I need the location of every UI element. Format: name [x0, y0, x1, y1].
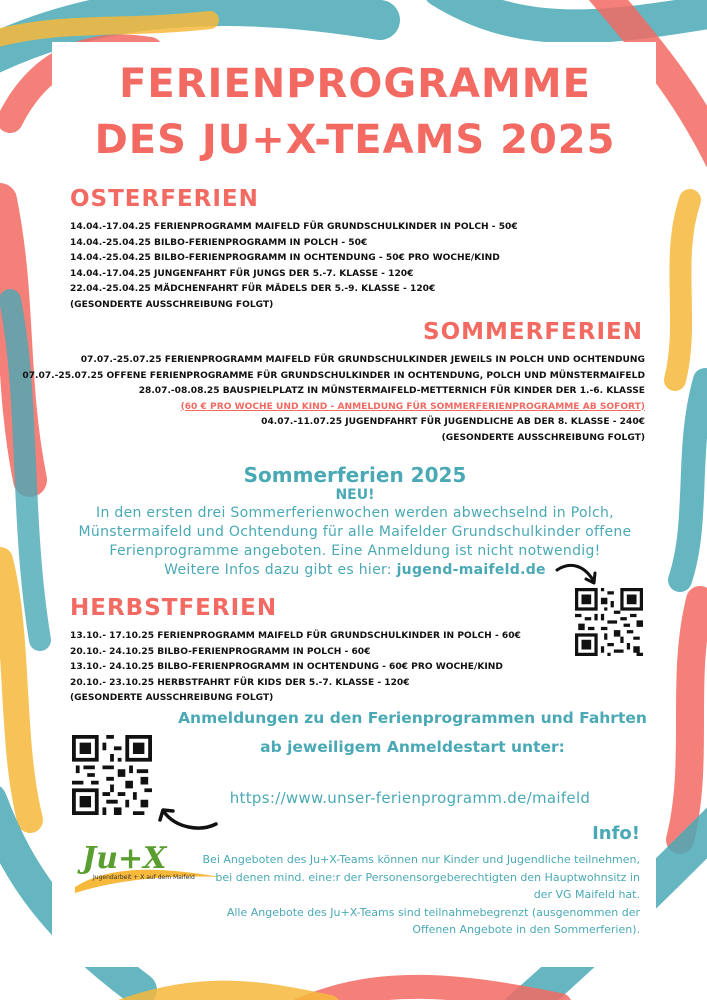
list-item: 04.07.-11.07.25 JUGENDFAHRT FÜR JUGENDLICHE AB DER 8. KLASSE - 240€ — [261, 417, 645, 427]
list-item: 14.04.-17.04.25 FERIENPROGRAMM MAIFELD FÜR GRUNDSCHULKINDER IN POLCH - 50€ — [70, 222, 518, 232]
list-item: 13.10.- 17.10.25 FERIENPROGRAMM MAIFELD FÜR GRUNDSCHULKINDER IN POLCH - 60€ — [70, 631, 521, 641]
jux-logo — [70, 835, 220, 895]
anmeldung-line2: ab jeweiligem Anmeldestart unter: — [260, 738, 565, 756]
osterferien-heading: OSTERFERIEN — [70, 186, 259, 212]
sommer2025-neu: NEU! — [335, 487, 375, 503]
page-title-line2: DES JU+X-TEAMS 2025 — [94, 117, 616, 163]
qr-code-ferienprogramm[interactable] — [72, 735, 152, 815]
list-item: 14.04.-17.04.25 JUNGENFAHRT FÜR JUNGS DER 5.-7. KLASSE - 120€ — [70, 268, 414, 279]
herbstferien-heading: HERBSTFERIEN — [70, 595, 278, 621]
sommerferien-list — [22, 353, 645, 446]
curved-arrow-icon — [553, 560, 603, 590]
list-item: 20.10.- 23.10.25 HERBSTFAHRT FÜR KIDS DER 5.-7. KLASSE - 120€ — [70, 677, 410, 688]
info-text-2: Alle Angebote des Ju+X-Teams sind teilnahmebegrenzt (ausgenommen der Offenen Angebote in den Sommerferien). — [226, 905, 640, 936]
sommer2025-heading: Sommerferien 2025 — [243, 463, 467, 487]
list-item: 20.10.- 24.10.25 BILBO-FERIENPROGRAMM IN POLCH - 60€ — [70, 646, 371, 657]
list-item: 28.07.-08.08.25 BAUSPIELPLATZ IN MÜNSTERMAIFELD-METTERNICH FÜR KINDER DER 1.-6. KLASSE — [138, 386, 645, 396]
sommer2025-description: In den ersten drei Sommerferienwochen werden abwechselnd in Polch, Münstermaifeld und Ochtendung für alle Maifelder Grundschulkinder offene Ferienprogramme angeboten. Eine Anmeldung ist nicht notwendig! — [78, 505, 632, 559]
osterferien-list — [70, 220, 518, 313]
anmeldung-url[interactable]: https://www.unser-ferienprogramm.de/maifeld — [229, 789, 591, 807]
info-heading: Info! — [592, 823, 640, 844]
sommer2025-link[interactable]: jugend-maifeld.de — [396, 562, 546, 578]
page-title-line1: FERIENPROGRAMME — [119, 61, 591, 107]
list-item: 13.10.- 24.10.25 BILBO-FERIENPROGRAMM IN OCHTENDUNG - 60€ PRO WOCHE/KIND — [70, 662, 503, 672]
sommer2025-more: Weitere Infos dazu gibt es hier: — [164, 562, 397, 578]
list-item: 07.07.-25.07.25 FERIENPROGRAMM MAIFELD FÜR GRUNDSCHULKINDER JEWEILS IN POLCH UND OCHTENDUNG — [80, 355, 645, 365]
sommerferien-note: (60 € PRO WOCHE UND KIND - ANMELDUNG FÜR SOMMERFERIENPROGRAMME AB SOFORT) — [180, 401, 645, 412]
list-item: 14.04.-25.04.25 BILBO-FERIENPROGRAMM IN OCHTENDUNG - 50€ PRO WOCHE/KIND — [70, 253, 500, 263]
list-item: (GESONDERTE AUSSCHREIBUNG FOLGT) — [70, 299, 274, 310]
info-text-1: Bei Angeboten des Ju+X-Teams können nur Kinder und Jugendliche teilnehmen, bei denen mind. eine:r der Personensorgeberechtigten den Hauptwohnsitz in der VG Maifeld hat. — [202, 853, 640, 901]
logo-subtitle: Jugendarbeit + X auf dem Maifeld — [93, 874, 195, 881]
anmeldung-line1: Anmeldungen zu den Ferienprogrammen und Fahrten — [178, 709, 647, 727]
list-item: 22.04.-25.04.25 MÄDCHENFAHRT FÜR MÄDELS DER 5.-9. KLASSE - 120€ — [70, 284, 436, 294]
sommerferien-heading: SOMMERFERIEN — [423, 319, 643, 345]
list-item: 07.07.-25.07.25 OFFENE FERIENPROGRAMME FÜR GRUNDSCHULKINDER IN OCHTENDUNG, POLCH UND MÜNSTERMAIFELD — [22, 370, 645, 381]
herbstferien-list — [70, 629, 521, 707]
info-text — [200, 851, 640, 939]
list-item: 14.04.-25.04.25 BILBO-FERIENPROGRAMM IN POLCH - 50€ — [70, 237, 368, 248]
qr-code-jugend-maifeld[interactable] — [575, 588, 643, 656]
logo-text: Ju+X — [82, 841, 167, 876]
list-item: (GESONDERTE AUSSCHREIBUNG FOLGT) — [441, 432, 645, 443]
list-item: (GESONDERTE AUSSCHREIBUNG FOLGT) — [70, 693, 274, 703]
